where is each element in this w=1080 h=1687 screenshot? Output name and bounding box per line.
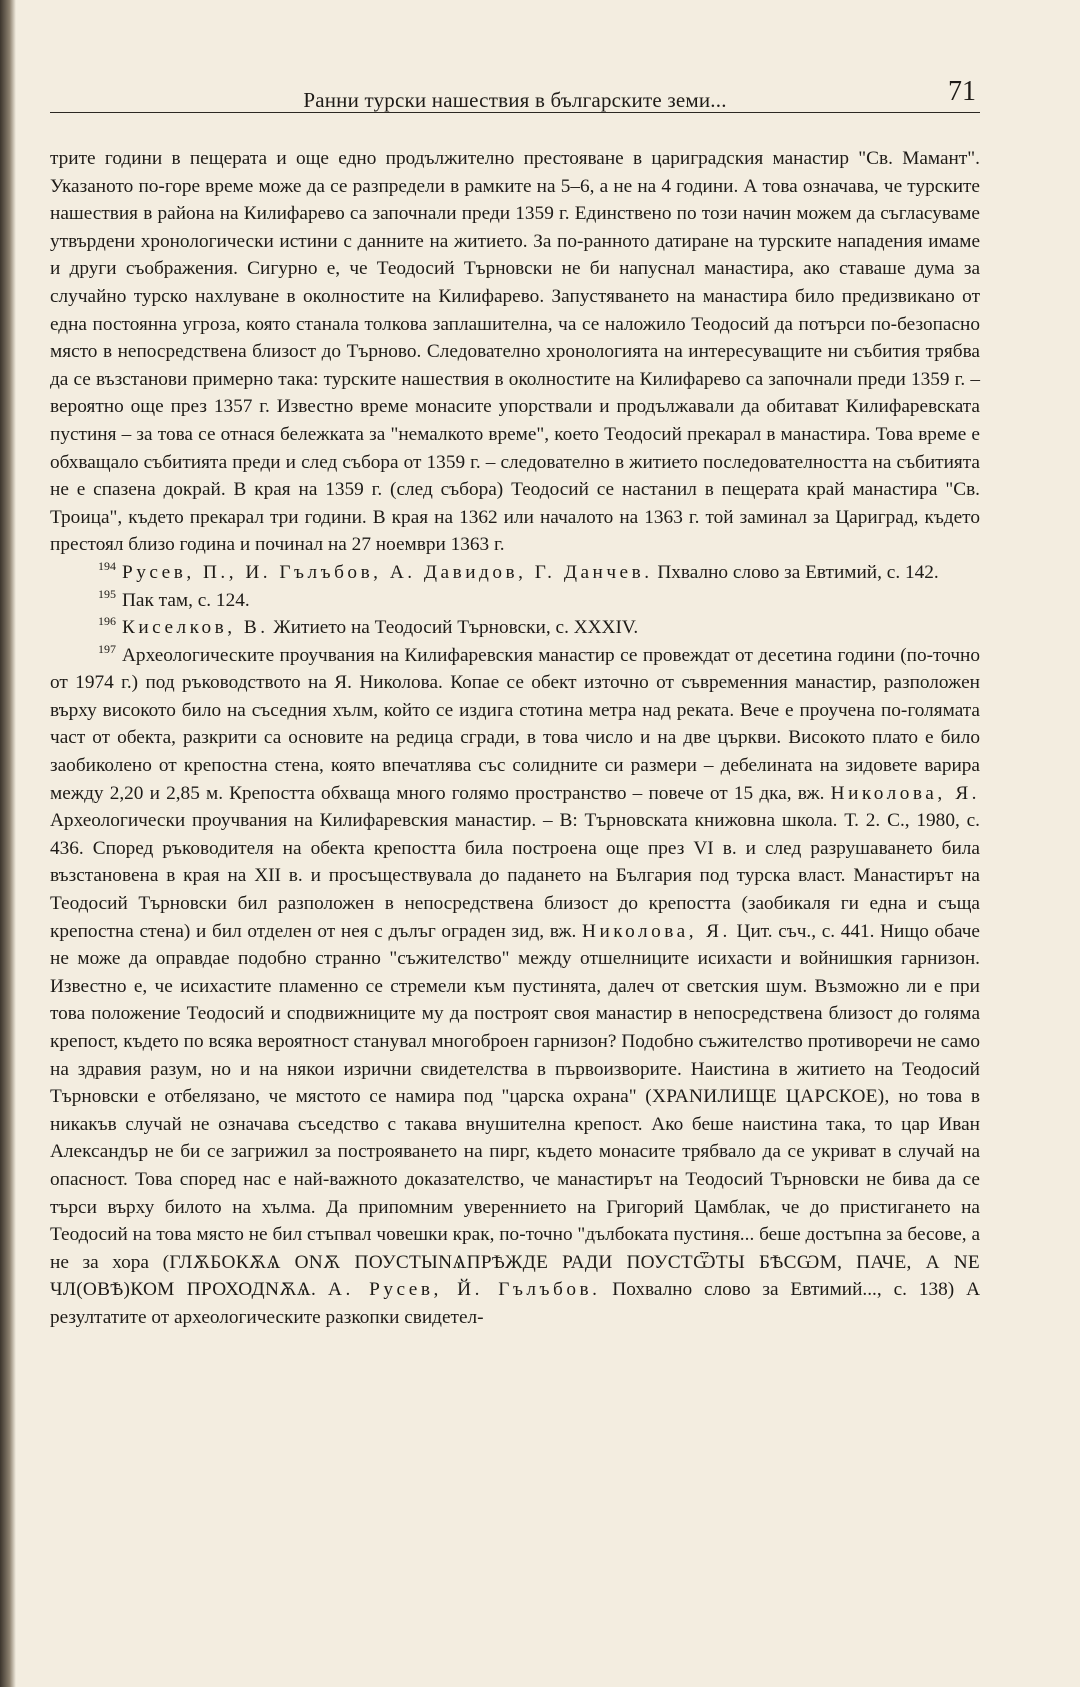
main-paragraph: трите години в пещерата и още едно продължително престояване в цариградския манастир "Св. Мамант". Указаното по-горе време може да се разпредели в рамките на 5–6, а не на 4 години. А това означава, че турските нашествия в района на Килифарево са започнали преди 1359 г. Единствено по този начин можем да съгласуваме утвърдени хронологически истини с данните на житието. За по-ранното датиране на турските нападения имаме и други съображения. Сигурно е, че Теодосий Търновски не би напуснал манастира, ако ставаше дума за случайно турско нахлуване в околностите на Килифарево. Запустяването на манастира било предизвикано от една постоянна угроза, която станала толкова заплашителна, ча се наложило Теодосий да потърси по-безопасно място в непосредствена близост до Търново. Следователно хронологията на интересуващите ни събития трябва да се възстанови примерно така: турските нашествия в околностите на Килифарево са започнали преди 1359 г. – вероятно още през 1357 г. Известно време монасите упорствали и продължавали да обитават Килифаревската пустиня – за това се отнася бележката за "немалкото време", което Теодосий прекарал в манастира. Това време е обхващало събитията преди и след събора от 1359 г. – следователно в житието последователността на събитията не е спазена докрай. В края на 1359 г. (след събора) Теодосий се настанил в пещерата край манастира "Св. Троица", където прекарал три години. В края на 1362 или началото на 1363 г. той заминал за Цариград, където престоял близо година и починал на 27 ноември 1363 г. [50,148,980,556]
church-slavonic-quote: (ГЛѪБОКѪѦ ОNѪ ПОУСТЫNѦПРѢЖДЕ РАДИ ПОУСТѾТЫ БѢСѠМ, ПАЧЕ, А NЕ ЧЛ(ОВѢ)КОМ ПРОХОДNѪѦ. [50,1251,980,1301]
footnote-text: Похвално слово за Евтимий..., с. 138) А резултатите от археологическите разкопки свидетел- [50,1279,980,1328]
footnote-author: Киселков, В. [122,617,269,639]
book-spine-shadow [0,0,16,1687]
footnote-text: Пак там, с. 124. [122,589,250,611]
footnote-number: 195 [98,586,116,601]
footnote-text: Житието на Теодосий Търновски, с. XXXIV. [268,617,639,639]
footnote-text: но това в никакъв случай не означава съседство с такава внушителна крепост. Ако беше наистина така, то цар Иван Александър не би се загрижил за построяването на пирг, където монасите трябвало да се укриват в случай на опасност. Това според нас е най-важното доказателство, че манастирът на Теодосий Търновски не бива да се търси върху билото на хълма. Да припомним увереннието на Григорий Цамблак, че до пристигането на Теодосий на това място не бил стъпвал човешки крак, по-точно "дълбоката пустиня... беше достъпна за бесове, а не за хора [50,1086,981,1273]
running-title: Ранни турски нашествия в българските земи... [303,88,727,112]
footnote-197 [50,642,980,1332]
church-slavonic-quote: (ХРАNИЛИЩЕ ЦАРСКОЕ), [645,1086,890,1108]
footnote-number: 196 [98,614,116,629]
footnote-author: А. Русев, Й. Гълъбов. [328,1279,601,1301]
footnote-number: 194 [98,558,116,573]
footnote-text: Археологическите проучвания на Килифаревския манастир се провеждат от десетина години (по-точно от 1974 г.) под ръководството на Я. Николова. Копае се обект източно от съвременния манастир, разположен върху високото било на съседния хълм, който се издига стотина метра над реката. Вече е проучена по-голямата част от обекта, разкрити са основите на редица сгради, в това число и на две църкви. Високото плато е било заобиколено от крепостна стена, която впечатлява със солидните си размери – дебелината на зидовете варира между 2,20 и 2,85 м. Крепостта обхваща много голямо пространство – повече от 15 дка, вж. [50,644,980,804]
footnote-194 [50,559,980,587]
footnote-author: Николова, Я. [830,782,980,804]
footnote-text: Цит. съч., с. 441. Нищо обаче не може да оправдае подобно странно "съжителство" между отшелниците исихасти и войнишкия гарнизон. Известно е, че исихастите пламенно се стремели към пустинята, далеч от светския шум. Възможно ли е при това положение Теодосий и сподвижниците му да построят своя манастир в непосредствена близост до голяма крепост, където по всяка вероятност станувал многоброен гарнизон? Подобно съжителство противоречи не само на здравия разум, но и на някои изрични свидетелства в първоизворите. Наистина в житието на Теодосий Търновски е отбелязано, че мястото се намира под "царска охрана" [50,920,980,1108]
page-body [50,145,980,1332]
footnote-text: Археологически проучвания на Килифаревския манастир. – В: Търновската книжовна школа. Т. 2. С., 1980, с. 436. Според ръководителя на обекта крепостта била построена още през VI в. и след разрушаването била възстановена в края на XII в. и просъществувала до падането на България под турска власт. Манастирът на Теодосий Търновски бил разположен в непосредствена близост до крепостта (заобикаля ги една и съща крепостна стена) и бил отделен от нея с дълъг ограден зид, вж. [50,810,980,942]
footnote-author: Русев, П., И. Гълъбов, А. Давидов, Г. Данчев. [122,561,653,583]
footnote-text: Пхвално слово за Евтимий, с. 142. [652,561,939,583]
page-number: 71 [948,76,976,107]
footnote-number: 197 [98,641,116,656]
footnote-195 [50,587,980,615]
page-header [50,74,980,114]
header-rule [50,112,980,113]
footnote-196 [50,614,980,642]
footnote-author: Николова, Я. [582,920,731,942]
